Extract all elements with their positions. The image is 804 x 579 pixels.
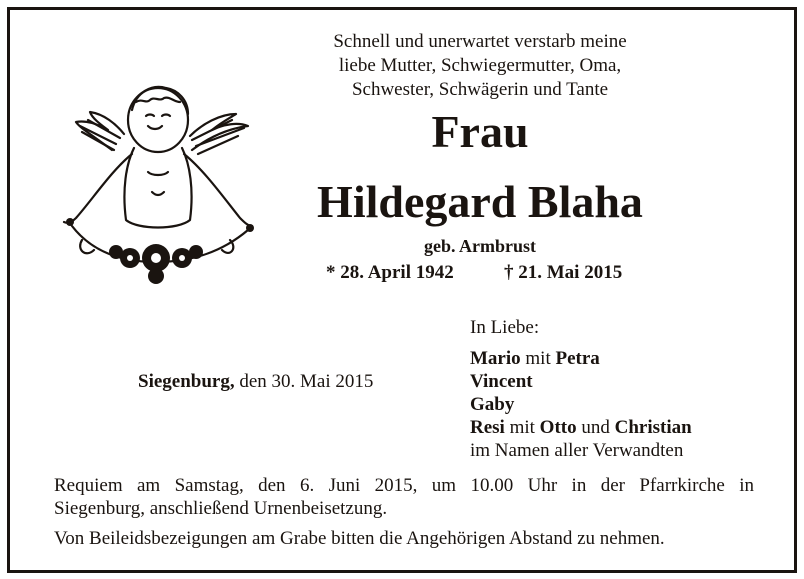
- birth-date: * 28. April 1942: [326, 262, 454, 283]
- mourners-heading: In Liebe:: [470, 317, 540, 338]
- mourner-row: [470, 416, 692, 439]
- requiem-line: Siegenburg, anschließend Urnenbeisetzung.: [54, 498, 388, 519]
- mourner-row: [470, 347, 692, 370]
- mourner-row: Gaby: [470, 394, 515, 415]
- mourner-row: im Namen aller Verwandten: [470, 440, 684, 461]
- place-and-date: [138, 371, 373, 393]
- requiem-info: [54, 474, 754, 520]
- mourners-list: [470, 316, 692, 462]
- deceased-name: Hildegard Blaha: [317, 176, 643, 227]
- death-date: † 21. Mai 2015: [504, 262, 623, 283]
- mourner-connector: mit: [504, 417, 540, 438]
- mourner-name: Christian: [614, 417, 692, 438]
- mourner-connector: und: [576, 417, 615, 438]
- mourner-name: Otto: [539, 417, 577, 438]
- mourner-name: Resi: [470, 417, 505, 438]
- place-city: Siegenburg,: [138, 371, 235, 392]
- intro-line: Schnell und unerwartet verstarb meine: [333, 31, 627, 52]
- mourner-row: Vincent: [470, 371, 533, 392]
- mourner-name: Petra: [555, 348, 600, 369]
- place-date: den 30. Mai 2015: [234, 371, 374, 392]
- mourner-name: Mario: [470, 348, 521, 369]
- mourner-connector: mit: [520, 348, 556, 369]
- intro-line: liebe Mutter, Schwiegermutter, Oma,: [338, 55, 622, 76]
- salutation: Frau: [431, 106, 529, 157]
- condolence-notice: Von Beileidsbezeigungen am Grabe bitten die Angehörigen Abstand zu nehmen.: [54, 528, 665, 549]
- requiem-line: Requiem am Samstag, den 6. Juni 2015, um 10.00 Uhr in der Pfarrkirche in: [54, 475, 754, 496]
- intro-line: Schwester, Schwägerin und Tante: [351, 79, 609, 100]
- intro-text: [270, 30, 690, 102]
- maiden-name: geb. Armbrust: [424, 236, 536, 256]
